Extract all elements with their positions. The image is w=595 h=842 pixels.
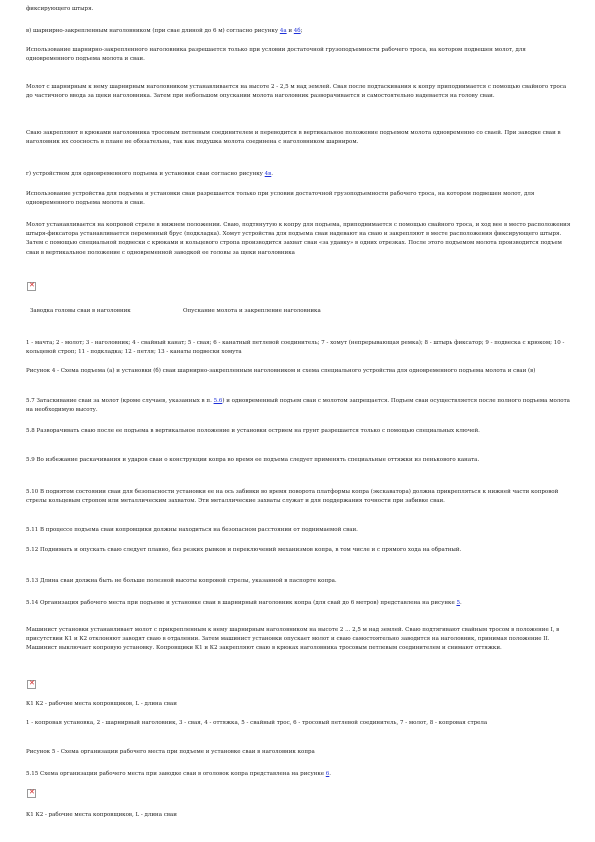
text-run: 5.7 Затаскивание сваи за молот (кроме случаев, указанных в п.	[26, 398, 214, 404]
clause-5-12: 5.12 Поднимать и опускать сваю следует плавно, без резких рывков и переключений механизмов копра, в том числе и с прямого хода на обратный.	[26, 547, 462, 553]
clause-5-10: 5.10 В поднятом состоянии сваи для безопасности установки ее на ось забивки во время поворота платформы копра (экскаватора) должна прикрепляться к нижней части копровой стрелы кольцевым стропом или металлическим захватом. Эти металлические захваты служат и для поддержания точности при забивке сваи.	[26, 489, 559, 505]
figure-4v-link[interactable]: 4в	[264, 171, 272, 177]
paragraph: Молот устанавливается на копровой стреле в нижнем положении. Сваю, подтянутую к копру для подъема, приподнимается с помощью свайного троса, и ход вее в место расположения штыря-фиксатора устанавливается переменный брус (подкладка). Хомут устройства для подъема сваи надевают на сваю и закрепляют в месте расположения фиксирующего штыря. Затем с помощью специальной подвески с крюками и кольцевого стропа производится захват сваи «за удавку» в одних отрезках. После этого подъемом молота производится подъем сваи в вертикальное положение с одновременной заводкой ее головы за щеки наголовника	[26, 222, 571, 256]
clause-5-15	[26, 770, 572, 779]
text-run: и	[286, 28, 294, 34]
clause-5-7	[26, 397, 572, 415]
figure-caption-left: Заводка головы сваи в наголовник	[30, 308, 131, 314]
clause-5-8: 5.8 Разворачивать сваю после ее подъема в вертикальное положение и установки острием на грунт разрешается только с помощью специальных ключей.	[26, 428, 480, 434]
paragraph: фиксирующего штыря.	[26, 6, 94, 12]
text-run: в) шарнирно-закрепленным наголовником (при свае длиной до 6 м) согласно рисунку	[26, 28, 280, 34]
broken-image-icon	[27, 680, 36, 689]
list-item-g	[26, 170, 572, 179]
figure-caption-right: Опускание молота и закрепление наголовника	[183, 308, 321, 314]
clause-5-11: 5.11 В процессе подъема сваи копровщики должны находиться на безопасном расстоянии от поднимаемой сваи.	[26, 527, 358, 533]
paragraph: Использование шарнирно-закрепленного наголовника разрешается только при условии достаточной грузоподъемности рабочего троса, на котором подвешен молот, для одновременного подъема молота и сваи.	[26, 47, 526, 63]
text-run: 5.14 Организация рабочего места при подъеме и установке сваи в шарнирный наголовник копра (для свай до 6 метров) представлена на рисунке	[26, 600, 457, 606]
text-run: ;	[300, 28, 303, 34]
broken-image-icon	[27, 789, 36, 798]
figure-legend: К1 К2 - рабочие места копровщиков, L - длина сваи	[26, 812, 177, 818]
figure-legend: К1 К2 - рабочие места копровщиков, L - длина сваи	[26, 701, 177, 707]
figure-4a-link[interactable]: 4а	[279, 28, 287, 34]
text-run: 5.15 Схема организации рабочего места при заводке сваи в оголовок копра представлена на рисунке	[26, 771, 326, 777]
paragraph: Сваю закрепляют в крюками наголовника тросовым петлевым соединителем и переводится в вертикальное положение подъемом молота одновременно со сваей. При заводке сваи в наголовник их соосность в плане не обязательна, так как подушка молота соединена с наголовником шарниром.	[26, 130, 561, 146]
clause-5-9: 5.9 Во избежание раскачивания и ударов сваи о конструкции копра во время ее подъема следует применять специальные оттяжки из пенькового каната.	[26, 457, 480, 463]
text-run: .	[271, 171, 274, 177]
figure-6-link[interactable]: 6	[325, 771, 330, 777]
text-run: .	[329, 771, 332, 777]
figure-legend: 1 - мачта; 2 - молот; 3 - наголовник; 4 - свайный канат; 5 - свая; 6 - канатный петлевой соединитель; 7 - хомут (непрерывающая ремка); 8 - штырь фиксатор; 9 - подвеска с крюком; 10 - кольцевой строп; 11 - подкладка; 12 - петля; 13 - канаты подвески хомута	[26, 340, 565, 356]
paragraph: Использование устройства для подъема и установки сваи разрешается только при условии достаточной грузоподъемности рабочего троса, на котором подвешен молот, для одновременного подъема молота и сваи.	[26, 191, 535, 207]
text-run: .	[459, 600, 462, 606]
figure-4b-link[interactable]: 4б	[293, 28, 301, 34]
list-item-v	[26, 27, 572, 36]
paragraph: Молот с шарнирным к нему шарнирным наголовником устанавливается на высоте 2 - 2,5 м над землей. Свая после подтаскивания к копру приподнимается с помощью свайного троса до частичного ввода за щеки наголовника. Затем при небольшом опускании молота наголовник разворачивается и самостоятельно надевается на голову сваи.	[26, 84, 567, 100]
figure-5-link[interactable]: 5	[456, 600, 460, 606]
figure-legend: 1 - копровая установка, 2 - шарнирный наголовник, 3 - свая, 4 - оттяжка, 5 - свайный трос, 6 - тросовый петлевой соединитель, 7 - молот, 8 - копровая стрела	[26, 720, 488, 726]
broken-image-icon	[27, 282, 36, 291]
paragraph: Машинист установки устанавливает молот с прикрепленным к нему шарнирным наголовником на высоте 2 ... 2,5 м над землей. Сваю подтягивают свайным тросом в положение I, в присутствии К1 и К2 отклоняют заводят сваю в отдалении. Затем машинист установки опускает молот и сваю самостоятельно заводится на наголовник, принимая положение II. Машинист выключает копровую установку. Копровщики К1 и К2 закрепляют сваю в крюках наголовника тросовым петлевым соединителем и снимают оттяжки.	[26, 627, 560, 652]
text-run: ) и одновременный подъем сваи с молотом запрещается. Подъем сваи осуществляется после полного подъема молота на необходимую высоту.	[26, 398, 570, 414]
clause-5-13: 5.13 Длина сваи должна быть не больше полезной высоты копровой стрелы, указанной в паспорте копра.	[26, 578, 337, 584]
figure-title: Рисунок 4 - Схема подъема (а) и установки (б) сваи шарнирно-закрепленным наголовником и схема специального устройства для одновременного подъема молота и сваи (в)	[26, 368, 536, 374]
clause-5-14	[26, 599, 572, 608]
text-run: г) устройством для одновременного подъема и установки сваи согласно рисунку	[26, 171, 265, 177]
clause-5-6-link[interactable]: 5.6	[213, 398, 223, 404]
figure-title: Рисунок 5 - Схема организации рабочего места при подъеме и установке сваи в наголовник копра	[26, 749, 315, 755]
